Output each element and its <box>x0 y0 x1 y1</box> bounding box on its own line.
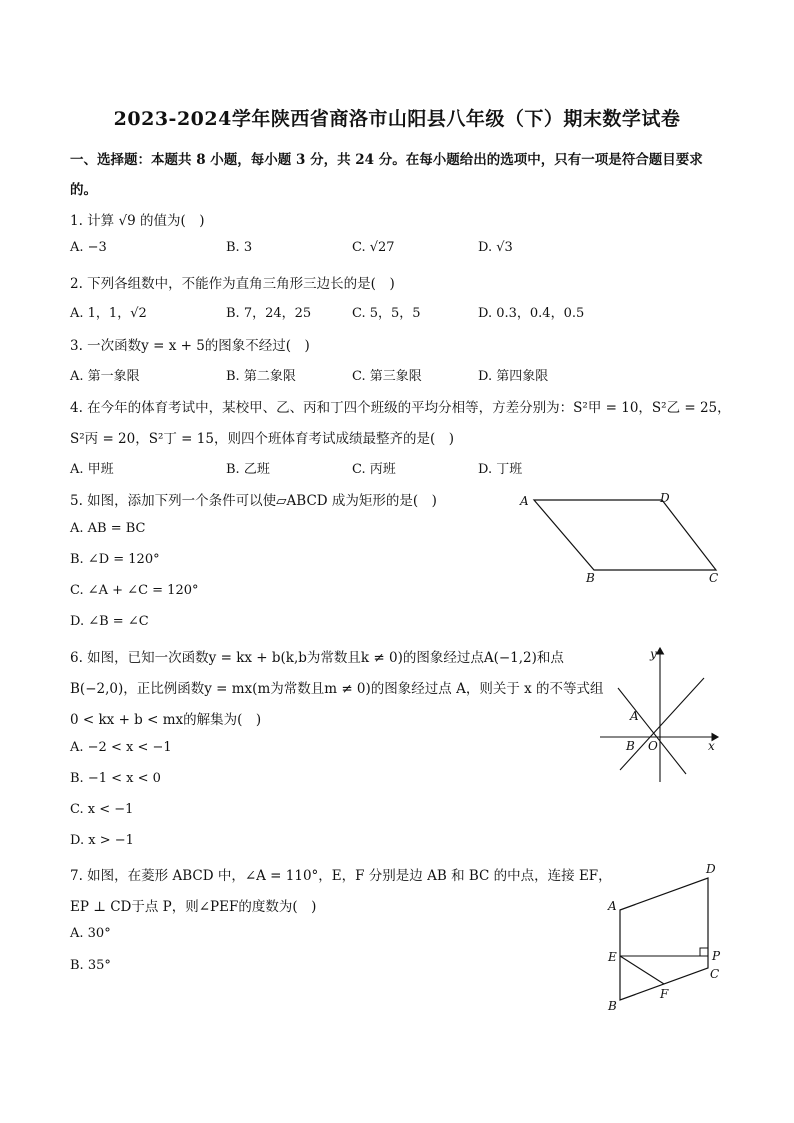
question-5-option-c: C. ∠A + ∠C = 120° <box>70 583 199 598</box>
rhombus-shape <box>620 878 708 1000</box>
question-5-stem: 5. 如图，添加下列一个条件可以使▱ABCD 成为矩形的是( ) <box>70 493 437 509</box>
question-3-option-c: C. 第三象限 <box>352 369 422 384</box>
question-2-option-a: A. 1，1，√2 <box>70 306 147 321</box>
question-7-option-a: A. 30° <box>70 926 111 941</box>
question-6-stem-line2: B(−2,0)，正比例函数y = mx(m为常数且m ≠ 0)的图象经过点 A，则关于 x 的不等式组 <box>70 681 604 697</box>
question-2-option-c: C. 5，5，5 <box>352 306 421 321</box>
question-1-option-d: D. √3 <box>478 240 513 255</box>
rhombus-figure <box>598 856 728 1016</box>
question-3-option-d: D. 第四象限 <box>478 369 549 384</box>
question-4-stem-line1: 4. 在今年的体育考试中，某校甲、乙、丙和丁四个班级的平均分相等，方差分别为：S²甲 = 10，S²乙 = 25， <box>70 400 731 416</box>
axis-label-x: x <box>708 739 715 753</box>
vertex-label-d: D <box>660 491 670 505</box>
parallelogram-figure <box>512 488 732 588</box>
question-6-option-b: B. −1 < x < 0 <box>70 771 161 786</box>
vertex-label-d: D <box>706 862 716 876</box>
point-label-a: A <box>630 709 639 723</box>
vertex-label-a: A <box>608 899 617 913</box>
question-6-stem-line1: 6. 如图，已知一次函数y = kx + b(k,b为常数且k ≠ 0)的图象经过点A(−1,2)和点 <box>70 650 564 666</box>
question-2-option-d: D. 0.3，0.4，0.5 <box>478 306 585 321</box>
point-label-p: P <box>712 949 721 963</box>
question-4-option-b: B. 乙班 <box>226 462 270 477</box>
vertex-label-a: A <box>520 494 529 508</box>
section-heading-line2: 的。 <box>70 182 97 198</box>
vertex-label-b: B <box>608 999 617 1013</box>
question-3-option-a: A. 第一象限 <box>70 369 140 384</box>
point-label-e: E <box>608 950 617 964</box>
question-2-stem: 2. 下列各组数中，不能作为直角三角形三边长的是( ) <box>70 276 395 292</box>
question-7-stem-line2: EP ⊥ CD于点 P，则∠PEF的度数为( ) <box>70 899 317 915</box>
question-5-option-d: D. ∠B = ∠C <box>70 614 149 629</box>
exam-title: 2023-2024学年陕西省商洛市山阳县八年级（下）期末数学试卷 <box>113 108 681 130</box>
question-7-option-b: B. 35° <box>70 958 111 973</box>
question-6-option-d: D. x > −1 <box>70 833 134 848</box>
question-2-option-b: B. 7，24，25 <box>226 306 312 321</box>
question-1-stem: 1. 计算 √9 的值为( ) <box>70 213 205 229</box>
question-6-option-a: A. −2 < x < −1 <box>70 740 172 755</box>
question-5-option-a: A. AB = BC <box>70 521 146 536</box>
point-label-b: B <box>626 739 635 753</box>
question-5-option-b: B. ∠D = 120° <box>70 552 160 567</box>
section-heading-line1: 一、选择题：本题共 8 小题，每小题 3 分，共 24 分。在每小题给出的选项中，只有一项是符合题目要求 <box>70 152 703 168</box>
right-angle-mark <box>700 948 708 956</box>
question-4-option-a: A. 甲班 <box>70 462 114 477</box>
question-4-option-c: C. 丙班 <box>352 462 396 477</box>
question-6-option-c: C. x < −1 <box>70 802 134 817</box>
vertex-label-b: B <box>586 571 595 585</box>
question-3-stem: 3. 一次函数y = x + 5的图象不经过( ) <box>70 338 310 354</box>
origin-label-o: O <box>648 739 658 753</box>
question-1-option-b: B. 3 <box>226 240 253 255</box>
question-4-option-d: D. 丁班 <box>478 462 523 477</box>
question-6-stem-line3: 0 < kx + b < mx的解集为( ) <box>70 712 262 728</box>
parallelogram-shape <box>534 500 716 570</box>
question-4-stem-line2: S²丙 = 20，S²丁 = 15，则四个班体育考试成绩最整齐的是( ) <box>70 431 454 447</box>
point-label-f: F <box>660 987 669 1001</box>
vertex-label-c: C <box>710 967 720 981</box>
question-3-option-b: B. 第二象限 <box>226 369 296 384</box>
segment-ef <box>620 956 664 984</box>
question-7-stem-line1: 7. 如图，在菱形 ABCD 中，∠A = 110°，E，F 分别是边 AB 和 BC 的中点，连接 EF， <box>70 868 612 884</box>
line-y-equals-kx-plus-b <box>620 678 704 770</box>
question-1-option-c: C. √27 <box>352 240 395 255</box>
axis-label-y: y <box>650 647 657 661</box>
vertex-label-c: C <box>709 571 719 585</box>
question-1-option-a: A. −3 <box>70 240 107 255</box>
function-graph-figure <box>594 642 724 787</box>
